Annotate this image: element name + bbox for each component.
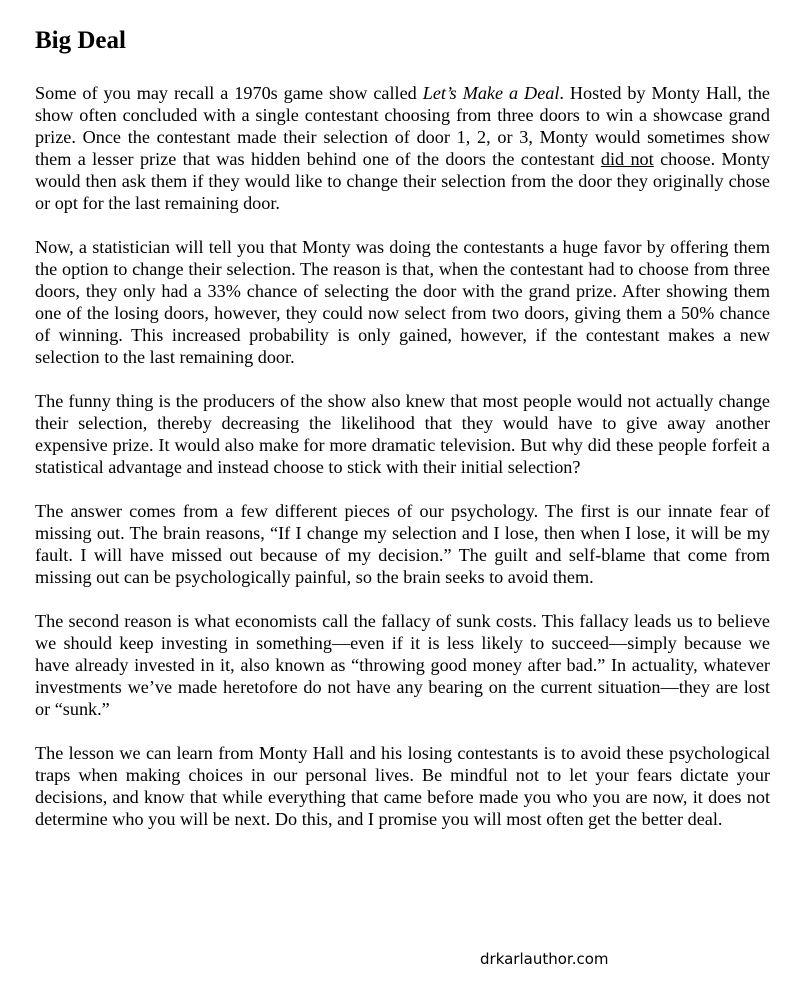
paragraph-1-intro: Some of you may recall a 1970s game show called: [35, 83, 423, 103]
paragraph-3: The funny thing is the producers of the show also knew that most people would not actually change their selection, thereby decreasing the likelihood that they would have to give away another expensive prize. It would also make for more dramatic television. But why did these people forfeit a statistical advantage and instead choose to stick with their initial selection?: [35, 391, 770, 477]
paragraph-1: [35, 82, 770, 214]
website-footer: drkarlauthor.com: [480, 950, 609, 968]
paragraph-2: Now, a statistician will tell you that Monty was doing the contestants a huge favor by offering them the option to change their selection. The reason is that, when the contestant had to choose from three doors, they only had a 33% chance of selecting the door with the grand prize. After showing them one of the losing doors, however, they could now select from two doors, giving them a 50% chance of winning. This increased probability is only gained, however, if the contestant makes a new selection to the last remaining door.: [35, 237, 770, 367]
paragraph-1-end: choose. Monty would then ask them if they would like to change their selection from the door they originally chose or opt for the last remaining door.: [35, 149, 771, 213]
paragraph-6: The lesson we can learn from Monty Hall and his losing contestants is to avoid these psychological traps when making choices in our personal lives. Be mindful not to let your fears dictate your decisions, and know that while everything that came before made you who you are now, it does not determine who you will be next. Do this, and I promise you will most often get the better deal.: [35, 743, 770, 829]
paragraph-5: The second reason is what economists call the fallacy of sunk costs. This fallacy leads us to believe we should keep investing in something—even if it is less likely to succeed—simply because we have already invested in it, also known as “throwing good money after bad.” In actuality, whatever investments we’ve made heretofore do not have any bearing on the current situation—they are lost or “sunk.”: [35, 611, 770, 719]
underlined-emphasis: did not: [600, 149, 654, 169]
show-title: Let’s Make a Deal: [422, 83, 560, 103]
paragraph-1-middle: . Hosted by Monty Hall, the show often concluded with a single contestant choosing from three doors to win a showcase grand prize. Once the contestant made their selection of door 1, 2, or 3, Monty would sometimes show them a lesser prize that was hidden behind one of the doors the contestant: [35, 83, 770, 169]
paragraph-4: The answer comes from a few different pieces of our psychology. The first is our innate fear of missing out. The brain reasons, “If I change my selection and I lose, then when I lose, it will be my fault. I will have missed out because of my decision.” The guilt and self-blame that come from missing out can be psychologically painful, so the brain seeks to avoid them.: [35, 501, 770, 587]
document-page: [35, 26, 770, 852]
page-title: Big Deal: [35, 27, 126, 54]
